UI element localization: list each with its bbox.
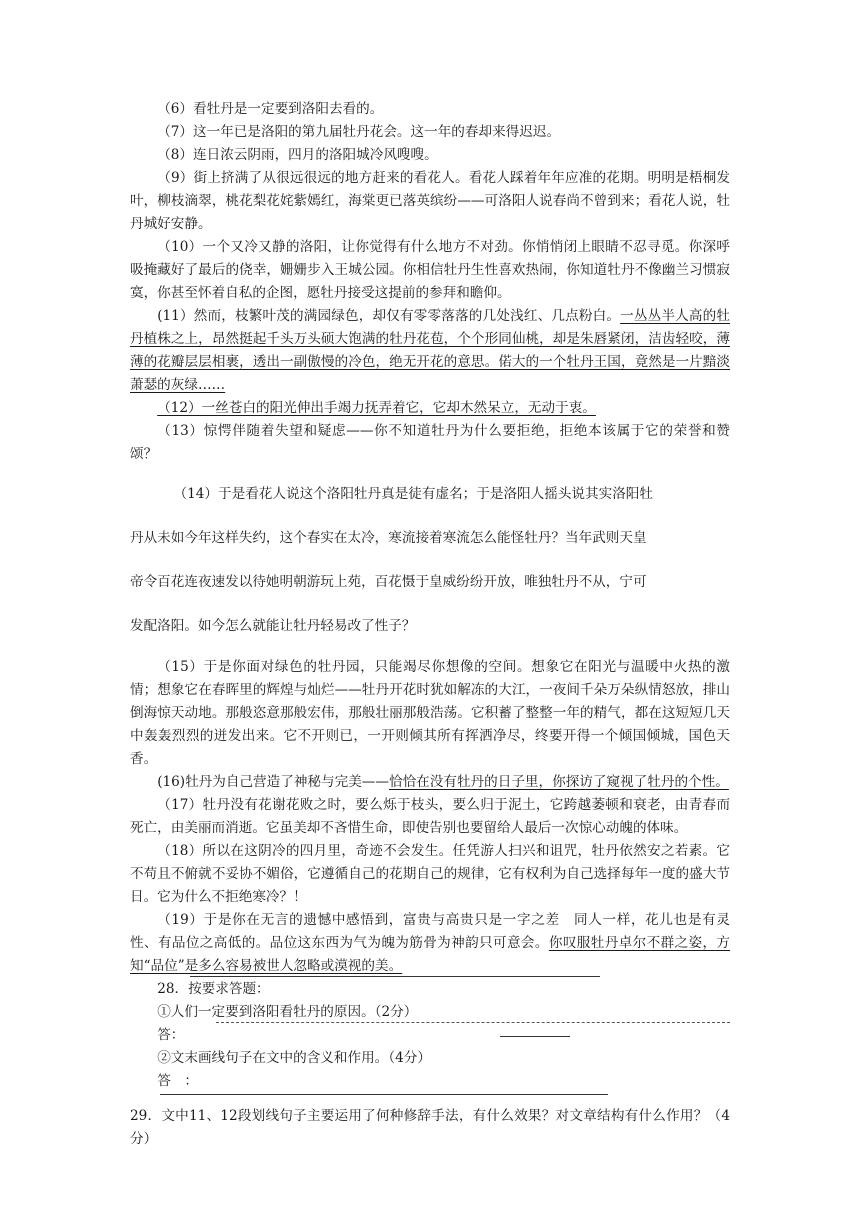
paragraph-14-line: 帝令百花连夜速发以待她明朝游玩上苑，百花慑于皇威纷纷开放，唯独牡丹不从，宁可: [130, 574, 647, 590]
answer-blank-28-2[interactable]: [216, 1022, 730, 1023]
paragraph-14-line: （14）于是看花人说这个洛阳牡丹真是徒有虚名；于是洛阳人摇头说其实洛阳牡: [173, 486, 653, 502]
paragraph-16-text: (16)牡丹为自己营造了神秘与完美——: [157, 774, 389, 790]
question-28-1: ①人们一定要到洛阳看牡丹的原因。（2分）: [157, 1004, 418, 1020]
question-28-title: 28．按要求答题：: [157, 981, 270, 997]
answer-blank-28-2-tail[interactable]: [500, 1036, 570, 1037]
question-29: 29．文中11、12段划线句子主要运用了何种修辞手法，有什么效果？对文章结构有什么作用？（4分）: [130, 1108, 730, 1147]
paragraph-19-underlined: 你叹服牡丹卓尔不群之姿，方知“品位”是多么容易被世人忽略或漠视的美。: [130, 935, 730, 974]
paragraph-11-underlined: 一丛丛半人高的牡丹植株之上，昂然挺起千头万头硕大饱满的牡丹花苞，个个形同仙桃，却是朱唇紧闭，洁齿轻咬，薄薄的花瓣层层相裹，透出一副傲慢的冷色，绝无开花的意思。偌大的一个牡丹王国，竟然是一片黯淡萧瑟的灰绿……: [130, 308, 731, 393]
paragraph-10: （10）一个又冷又静的洛阳，让你觉得有什么地方不对劲。你悄悄闭上眼睛不忍寻觅。你深呼吸掩藏好了最后的侥幸，姗姗步入王城公园。你相信牡丹生性喜欢热闹，你知道牡丹不像幽兰习惯寂寞，你甚至怀着自私的企图，愿牡丹接受这提前的参拜和瞻仰。: [130, 239, 730, 301]
paragraph-13: （13）惊愕伴随着失望和疑虑——你不知道牡丹为什么要拒绝，拒绝本该属于它的荣誉和赞颂？: [130, 423, 730, 462]
paragraph-9: （9）街上挤满了从很远很远的地方赶来的看花人。看花人踩着年年应准的花期。明明是梧桐发叶，柳枝滴翠，桃花梨花姹紫嫣红，海棠更已落英缤纷——可洛阳人说春尚不曾到来；看花人说，牡丹城好安静。: [130, 170, 730, 232]
reading-passage: [130, 98, 730, 1151]
question-28-2: ②文末画线句子在文中的含义和作用。（4分）: [157, 1050, 431, 1066]
answer-label-2: 答 ：: [157, 1073, 198, 1089]
paragraph-16: [130, 771, 730, 794]
paragraph-12-underlined: （12）一丝苍白的阳光伸出手竭力抚弄着它，它却木然呆立，无动于衷。: [157, 400, 596, 416]
paragraph-14-line: 丹从未如今年这样失约，这个春实在太冷，寒流接着寒流怎么能怪牡丹？当年武则天皇: [130, 530, 647, 546]
paragraph-6: （6）看牡丹是一定要到洛阳去看的。: [157, 101, 384, 117]
answer-label-1: 答：: [157, 1027, 185, 1043]
paragraph-14-line: 发配洛阳。如今怎么就能让牡丹轻易改了性子？: [130, 618, 416, 634]
paragraph-11: [130, 305, 730, 397]
paragraph-16-underlined: 恰恰在没有牡丹的日子里，你探访了窥视了牡丹的个性。: [389, 774, 729, 790]
paragraph-14: [130, 472, 730, 648]
paragraph-8: （8）连日浓云阴雨，四月的洛阳城冷风嗖嗖。: [157, 147, 438, 163]
paragraph-18: （18）所以在这阴冷的四月里，奇迹不会发生。任凭游人扫兴和诅咒，牡丹依然安之若素。它不苟且不俯就不妥协不媚俗，它遵循自己的花期自己的规律，它有权利为自己选择每年一度的盛大节日。它为什么不拒绝寒冷？！: [130, 843, 730, 905]
paragraph-12: [130, 397, 730, 420]
paragraph-19-text: （19）于是你在无言的遗憾中感悟到，富贵与高贵只是一字之差 同人一样，花儿也是有灵性、有品位之高低的。品位这东西为气为魄为筋骨为神韵只可意会。: [130, 912, 730, 951]
answer-blank-28-1[interactable]: [190, 976, 600, 977]
paragraph-17: （17）牡丹没有花谢花败之时，要么烁于枝头，要么归于泥土，它跨越萎顿和衰老，由青春而死亡，由美丽而消逝。它虽美却不吝惜生命，即使告别也要留给人最后一次惊心动魄的体味。: [130, 797, 730, 836]
paragraph-19: [130, 909, 730, 978]
paragraph-15: （15）于是你面对绿色的牡丹园，只能竭尽你想像的空间。想象它在阳光与温暖中火热的激情；想象它在春晖里的辉煌与灿烂——牡丹开花时犹如解冻的大江，一夜间千朵万朵纵情怒放，排山倒海惊天动地。那般恣意那般宏伟，那般壮丽那般浩荡。它积蓄了整整一年的精气，都在这短短几天中轰轰烈烈的迸发出来。它不开则已，一开则倾其所有挥洒净尽，终要开得一个倾国倾城，国色天香。: [130, 659, 730, 767]
paragraph-11-text: (11）然而，枝繁叶茂的满园绿色，却仅有零零落落的几处浅红、几点粉白。: [157, 308, 621, 324]
answer-blank-29[interactable]: [160, 1094, 608, 1095]
paragraph-7: （7）这一年已是洛阳的第九届牡丹花会。这一年的春却来得迟迟。: [157, 124, 561, 140]
